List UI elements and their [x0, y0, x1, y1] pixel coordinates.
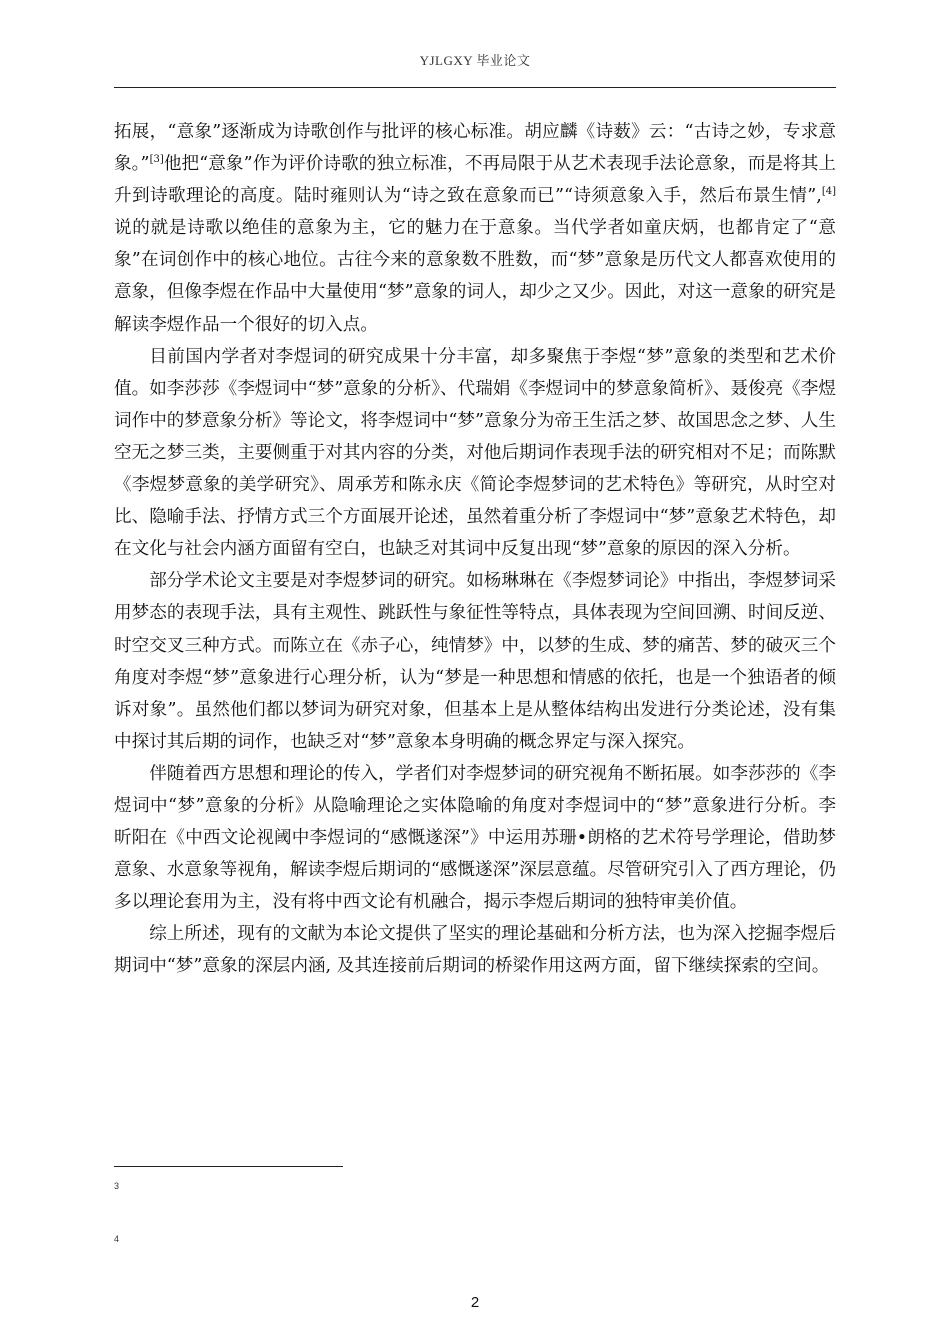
paragraph-5: 综上所述，现有的文献为本论文提供了坚实的理论基础和分析方法，也为深入挖掘李煜后期词中“梦”意象的深层内涵, 及其连接前后期词的桥梁作用这两方面，留下继续探索的空间。: [114, 924, 836, 977]
body-text: [114, 116, 836, 983]
footnote-3: 3: [114, 1181, 120, 1191]
paragraph-4: 伴随着西方思想和理论的传入，学者们对李煜梦词的研究视角不断拓展。如李莎莎的《李煜词中“梦”意象的分析》从隐喻理论之实体隐喻的角度对李煜词中的“梦”意象进行分析。李昕阳在《中西文论视阈中李煜词的“感慨遂深”》中运用苏珊•朗格的艺术符号学理论，借助梦意象、水意象等视角，解读李煜后期词的“感慨遂深”深层意蕴。尽管研究引入了西方理论，仍多以理论套用为主，没有将中西文论有机融合，揭示李煜后期词的独特审美价值。: [114, 763, 836, 913]
footnote-rule: [114, 1166, 343, 1167]
footnote-4: 4: [114, 1234, 120, 1244]
header-rule: [114, 87, 836, 88]
page-number: 2: [470, 1294, 480, 1311]
paragraph-1: [114, 116, 836, 341]
paragraph-2: 目前国内学者对李煜词的研究成果十分丰富，却多聚焦于李煜“梦”意象的类型和艺术价值。如李莎莎《李煜词中“梦”意象的分析》、代瑞娟《李煜词中的梦意象简析》、聂俊亮《李煜词作中的梦意象分析》等论文，将李煜词中“梦”意象分为帝王生活之梦、故国思念之梦、人生空无之梦三类，主要侧重于对其内容的分类，对他后期词作表现手法的研究相对不足；而陈默《李煜梦意象的美学研究》、周承芳和陈永庆《简论李煜梦词的艺术特色》等研究，从时空对比、隐喻手法、抒情方式三个方面展开论述，虽然着重分析了李煜词中“梦”意象艺术特色，却在文化与社会内涵方面留有空白，也缺乏对其词中反复出现“梦”意象的原因的深入分析。: [114, 346, 836, 560]
paragraph-1-part-b: 他把“意象”作为评价诗歌的独立标准，不再局限于从艺术表现手法论意象，而是将其上升到诗歌理论的高度。陆时雍则认为“诗之致在意象而已”“诗须意象入手，然后布景生情”,: [114, 154, 836, 207]
paragraph-3: 部分学术论文主要是对李煜梦词的研究。如杨琳琳在《李煜梦词论》中指出，李煜梦词采用梦态的表现手法，具有主观性、跳跃性与象征性等特点，具体表现为空间回溯、时间反逆、时空交叉三种方式。而陈立在《赤子心，纯情梦》中，以梦的生成、梦的痛苦、梦的破灭三个角度对李煜“梦”意象进行心理分析，认为“梦是一种思想和情感的依托，也是一个独语者的倾诉对象”。虽然他们都以梦词为研究对象，但基本上是从整体结构出发进行分类论述，没有集中探讨其后期的词作，也缺乏对“梦”意象本身明确的概念界定与深入探究。: [114, 571, 836, 752]
paragraph-1-part-a: 拓展，“意象”逐渐成为诗歌创作与批评的核心标准。胡应麟《诗薮》云：“古诗之妙，专求意象。”: [114, 122, 836, 175]
footnote-ref-3[interactable]: [3]: [149, 154, 164, 166]
paragraph-1-part-c: 说的就是诗歌以绝佳的意象为主，它的魅力在于意象。当代学者如童庆炳，也都肯定了“意象”在词创作中的核心地位。古往今来的意象数不胜数，而“梦”意象是历代文人都喜欢使用的意象，但像李煜在作品中大量使用“梦”意象的词人，却少之又少。因此，对这一意象的研究是解读李煜作品一个很好的切入点。: [114, 218, 836, 335]
running-header: YJLGXY 毕业论文: [419, 53, 531, 68]
footnote-ref-4[interactable]: [4]: [821, 186, 836, 198]
